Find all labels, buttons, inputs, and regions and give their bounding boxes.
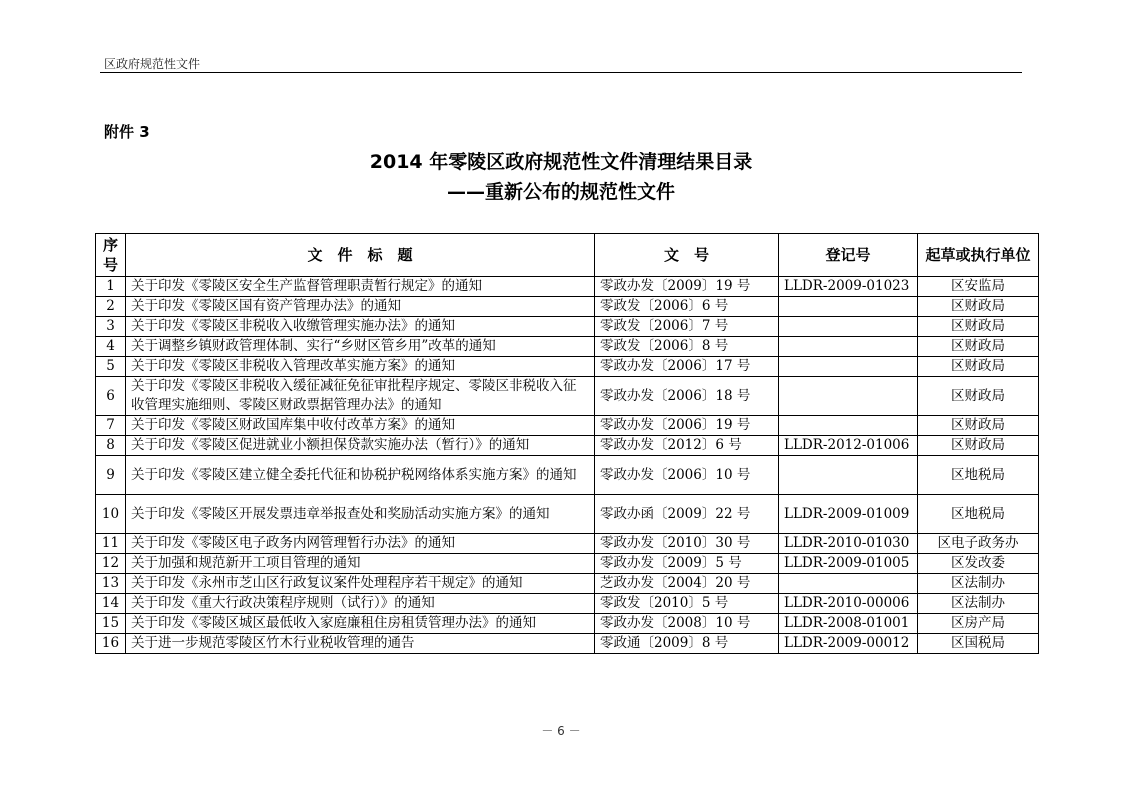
row-title: 关于印发《零陵区开展发票违章举报查处和奖励活动实施方案》的通知 xyxy=(126,495,595,534)
document-subtitle: ——重新公布的规范性文件 xyxy=(446,181,675,203)
table-row xyxy=(96,377,1039,416)
table-row xyxy=(96,416,1039,436)
row-doc-number: 零政办函〔2009〕22 号 xyxy=(595,495,779,534)
row-number: 15 xyxy=(96,614,126,634)
row-title: 关于印发《零陵区安全生产监督管理职责暂行规定》的通知 xyxy=(126,277,595,297)
row-number: 4 xyxy=(96,337,126,357)
table-row xyxy=(96,574,1039,594)
row-unit: 区房产局 xyxy=(918,614,1039,634)
row-registration-number: LLDR-2009-01023 xyxy=(779,277,918,297)
row-number: 1 xyxy=(96,277,126,297)
table-row xyxy=(96,554,1039,574)
row-unit: 区电子政务办 xyxy=(918,534,1039,554)
row-unit: 区财政局 xyxy=(918,337,1039,357)
row-number: 7 xyxy=(96,416,126,436)
row-doc-number: 零政通〔2009〕8 号 xyxy=(595,634,779,654)
row-registration-number: LLDR-2009-01005 xyxy=(779,554,918,574)
row-number: 12 xyxy=(96,554,126,574)
row-number: 13 xyxy=(96,574,126,594)
row-unit: 区财政局 xyxy=(918,297,1039,317)
row-number: 5 xyxy=(96,357,126,377)
header-rule xyxy=(100,72,1022,73)
row-registration-number xyxy=(779,297,918,317)
row-doc-number: 零政办发〔2006〕19 号 xyxy=(595,416,779,436)
row-title: 关于印发《永州市芝山区行政复议案件处理程序若干规定》的通知 xyxy=(126,574,595,594)
row-unit: 区财政局 xyxy=(918,317,1039,337)
table-row xyxy=(96,456,1039,495)
page-number: － 6 － xyxy=(541,724,581,738)
table-row xyxy=(96,317,1039,337)
row-registration-number: LLDR-2009-01009 xyxy=(779,495,918,534)
row-doc-number: 零政发〔2010〕5 号 xyxy=(595,594,779,614)
row-number: 10 xyxy=(96,495,126,534)
table-row xyxy=(96,337,1039,357)
row-registration-number xyxy=(779,337,918,357)
row-unit: 区国税局 xyxy=(918,634,1039,654)
row-unit: 区财政局 xyxy=(918,416,1039,436)
row-title: 关于印发《零陵区城区最低收入家庭廉租住房租赁管理办法》的通知 xyxy=(126,614,595,634)
row-title: 关于加强和规范新开工项目管理的通知 xyxy=(126,554,595,574)
row-title: 关于印发《零陵区建立健全委托代征和协税护税网络体系实施方案》的通知 xyxy=(126,456,595,495)
row-unit: 区财政局 xyxy=(918,357,1039,377)
row-title: 关于印发《零陵区非税收入缓征减征免征审批程序规定、零陵区非税收入征收管理实施细则、零陵区财政票据管理办法》的通知 xyxy=(126,377,595,416)
row-doc-number: 零政发〔2006〕8 号 xyxy=(595,337,779,357)
table-header-row xyxy=(96,234,1039,277)
row-doc-number: 零政办发〔2009〕5 号 xyxy=(595,554,779,574)
row-title: 关于调整乡镇财政管理体制、实行“乡财区管乡用”改革的通知 xyxy=(126,337,595,357)
row-unit: 区地税局 xyxy=(918,495,1039,534)
col-header-reg-no: 登记号 xyxy=(779,234,918,277)
row-registration-number xyxy=(779,377,918,416)
row-doc-number: 零政办发〔2008〕10 号 xyxy=(595,614,779,634)
table-row xyxy=(96,357,1039,377)
table-row xyxy=(96,534,1039,554)
row-number: 6 xyxy=(96,377,126,416)
row-doc-number: 零政发〔2006〕6 号 xyxy=(595,297,779,317)
row-registration-number xyxy=(779,416,918,436)
row-doc-number: 零政办发〔2006〕10 号 xyxy=(595,456,779,495)
row-doc-number: 零政办发〔2009〕19 号 xyxy=(595,277,779,297)
row-registration-number: LLDR-2010-00006 xyxy=(779,594,918,614)
table-body xyxy=(96,277,1039,654)
table-row xyxy=(96,297,1039,317)
table-row xyxy=(96,634,1039,654)
row-doc-number: 零政办发〔2006〕17 号 xyxy=(595,357,779,377)
col-header-doc-no: 文 号 xyxy=(595,234,779,277)
row-number: 3 xyxy=(96,317,126,337)
row-number: 9 xyxy=(96,456,126,495)
row-number: 8 xyxy=(96,436,126,456)
document-title: 2014 年零陵区政府规范性文件清理结果目录 xyxy=(369,151,753,173)
row-unit: 区财政局 xyxy=(918,436,1039,456)
row-title: 关于印发《零陵区财政国库集中收付改革方案》的通知 xyxy=(126,416,595,436)
row-title: 关于印发《零陵区国有资产管理办法》的通知 xyxy=(126,297,595,317)
row-title: 关于进一步规范零陵区竹木行业税收管理的通告 xyxy=(126,634,595,654)
col-header-title: 文 件 标 题 xyxy=(126,234,595,277)
row-title: 关于印发《零陵区非税收入管理改革实施方案》的通知 xyxy=(126,357,595,377)
row-unit: 区安监局 xyxy=(918,277,1039,297)
col-header-no: 序号 xyxy=(96,234,126,277)
row-unit: 区发改委 xyxy=(918,554,1039,574)
attachment-label: 附件 3 xyxy=(104,123,150,141)
row-number: 16 xyxy=(96,634,126,654)
row-unit: 区地税局 xyxy=(918,456,1039,495)
row-registration-number xyxy=(779,456,918,495)
row-number: 11 xyxy=(96,534,126,554)
col-header-unit: 起草或执行单位 xyxy=(918,234,1039,277)
row-unit: 区财政局 xyxy=(918,377,1039,416)
row-title: 关于印发《重大行政决策程序规则（试行）》的通知 xyxy=(126,594,595,614)
row-registration-number xyxy=(779,574,918,594)
table-row xyxy=(96,495,1039,534)
table-row xyxy=(96,614,1039,634)
row-title: 关于印发《零陵区非税收入收缴管理实施办法》的通知 xyxy=(126,317,595,337)
row-doc-number: 零政办发〔2012〕6 号 xyxy=(595,436,779,456)
row-registration-number: LLDR-2008-01001 xyxy=(779,614,918,634)
running-header: 区政府规范性文件 xyxy=(104,57,201,71)
table-row xyxy=(96,594,1039,614)
row-title: 关于印发《零陵区电子政务内网管理暂行办法》的通知 xyxy=(126,534,595,554)
results-table xyxy=(95,233,1039,654)
row-number: 2 xyxy=(96,297,126,317)
row-registration-number: LLDR-2009-00012 xyxy=(779,634,918,654)
row-doc-number: 零政办发〔2006〕18 号 xyxy=(595,377,779,416)
row-doc-number: 零政发〔2006〕7 号 xyxy=(595,317,779,337)
row-registration-number: LLDR-2012-01006 xyxy=(779,436,918,456)
row-unit: 区法制办 xyxy=(918,574,1039,594)
row-number: 14 xyxy=(96,594,126,614)
row-doc-number: 芝政办发〔2004〕20 号 xyxy=(595,574,779,594)
row-registration-number xyxy=(779,317,918,337)
row-registration-number xyxy=(779,357,918,377)
row-doc-number: 零政办发〔2010〕30 号 xyxy=(595,534,779,554)
table-row xyxy=(96,436,1039,456)
row-title: 关于印发《零陵区促进就业小额担保贷款实施办法（暂行）》的通知 xyxy=(126,436,595,456)
row-unit: 区法制办 xyxy=(918,594,1039,614)
table-row xyxy=(96,277,1039,297)
row-registration-number: LLDR-2010-01030 xyxy=(779,534,918,554)
